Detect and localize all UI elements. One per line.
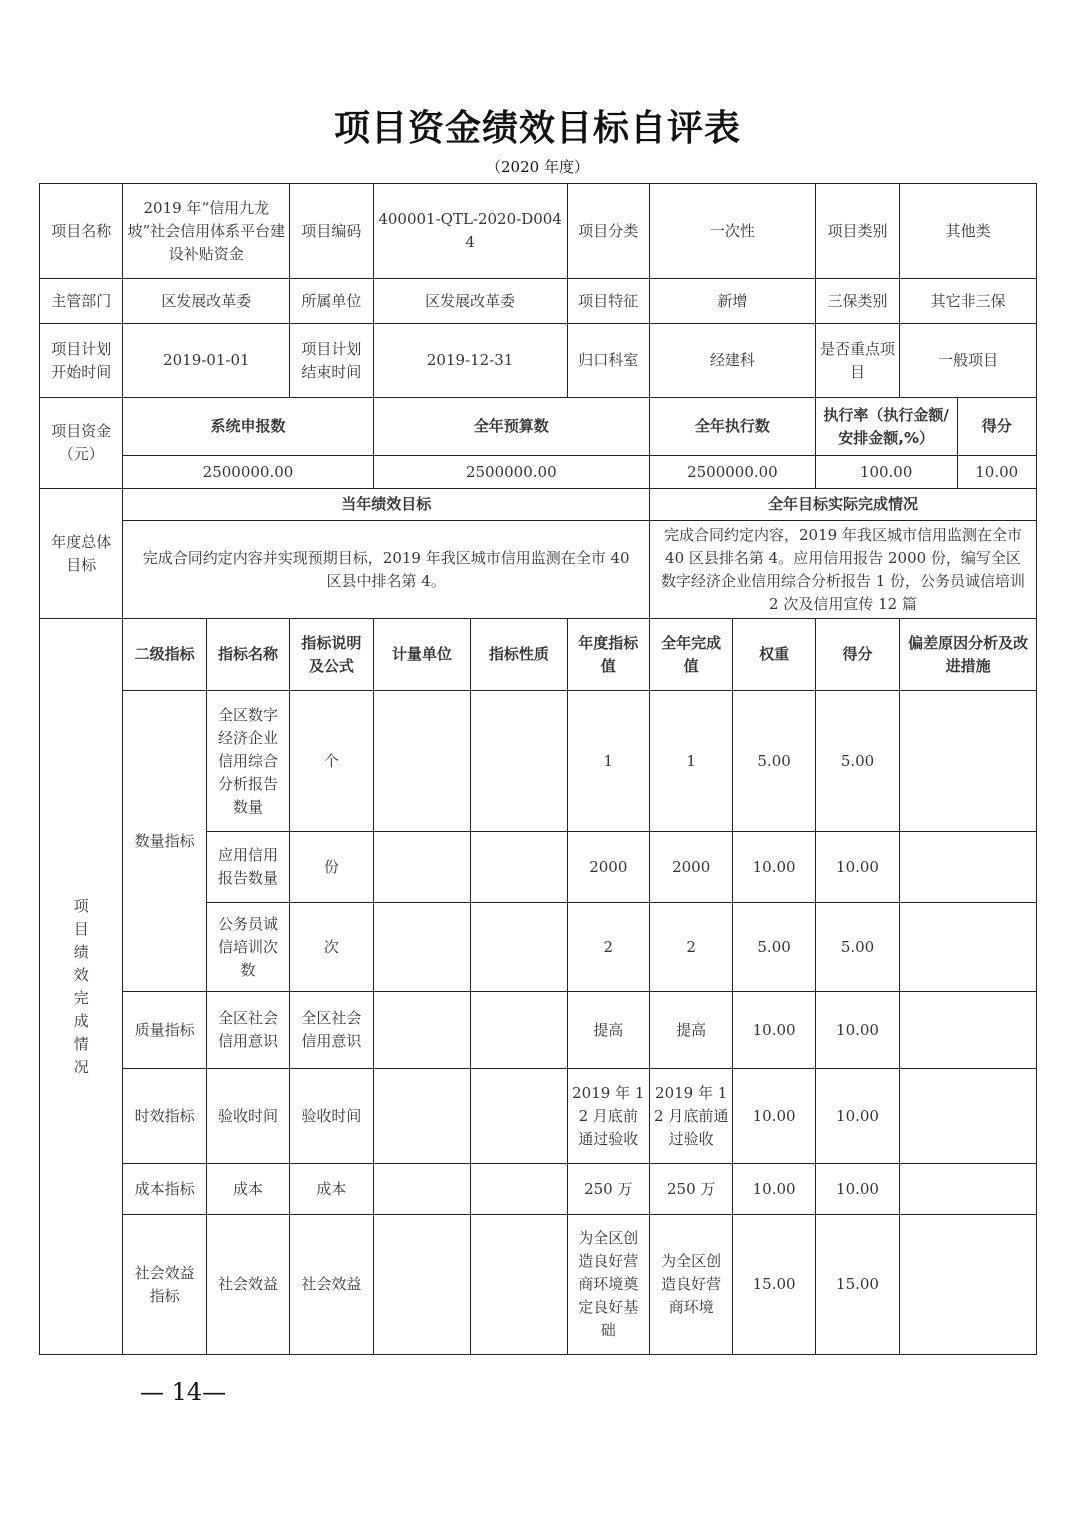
indicator-score: 5.00 [815,691,899,832]
key-project-value: 一般项目 [900,324,1037,398]
project-code-value: 400001-QTL-2020-D0044 [373,184,567,279]
indicator-unit [373,903,470,992]
indicator-nature [471,1164,567,1215]
perf-side-label: 项目绩效完成情况 [40,619,123,1355]
actual-text: 完成合同约定内容，2019 年我区城市信用监测在全市 40 区县排名第 4。应用信用报告 2000 份，编写全区数字经济企业信用综合分析报告 1 份，公务员诚信培训 2 次及信用宣传 12 篇 [649,521,1036,619]
executed-header: 全年执行数 [649,398,815,456]
indicator-unit [373,691,470,832]
table-row [40,992,1037,1069]
indicator-name: 全区社会信用意识 [206,992,289,1069]
end-time-label: 项目计划结束时间 [290,324,373,398]
indicator-actual: 1 [649,691,732,832]
perf-header-desc: 指标说明及公式 [290,619,373,691]
funds-header-row [40,398,1037,456]
sanbao-label: 三保类别 [815,279,899,324]
target-header: 当年绩效目标 [123,489,650,521]
group-cost: 成本指标 [123,1164,206,1215]
indicator-name: 全区数字经济企业信用综合分析报告数量 [206,691,289,832]
indicator-note [900,832,1037,903]
perf-header-target: 年度指标值 [567,619,649,691]
indicator-nature [471,992,567,1069]
indicator-score: 15.00 [815,1215,899,1355]
goal-text-row [40,521,1037,619]
rate-value: 100.00 [815,456,957,489]
executed-value: 2500000.00 [649,456,815,489]
declared-header: 系统申报数 [123,398,373,456]
key-project-label: 是否重点项目 [815,324,899,398]
actual-header: 全年目标实际完成情况 [649,489,1036,521]
table-row [40,1069,1037,1164]
indicator-actual: 2000 [649,832,732,903]
indicator-unit [373,832,470,903]
annual-goal-label: 年度总体目标 [40,489,123,619]
indicator-score: 10.00 [815,992,899,1069]
budget-value: 2500000.00 [373,456,649,489]
indicator-score: 10.00 [815,1164,899,1215]
perf-header-level2: 二级指标 [123,619,206,691]
indicator-weight: 10.00 [733,1164,815,1215]
project-category-value: 一次性 [649,184,815,279]
declared-value: 2500000.00 [123,456,373,489]
indicator-nature [471,903,567,992]
indicator-desc: 成本 [290,1164,373,1215]
start-time-value: 2019-01-01 [123,324,290,398]
page-title: 项目资金绩效目标自评表 [333,108,741,149]
table-row [40,1215,1037,1355]
indicator-actual: 2 [649,903,732,992]
indicator-desc: 验收时间 [290,1069,373,1164]
department-value: 区发展改革委 [123,279,290,324]
indicator-unit [373,1164,470,1215]
project-type-label: 项目类别 [815,184,899,279]
perf-header-weight: 权重 [733,619,815,691]
indicator-weight: 5.00 [733,903,815,992]
unit-value: 区发展改革委 [373,279,567,324]
info-row-2 [40,279,1037,324]
indicator-nature [471,832,567,903]
indicator-nature [471,1215,567,1355]
indicator-target: 250 万 [567,1164,649,1215]
feature-value: 新增 [649,279,815,324]
table-row [40,691,1037,832]
indicator-unit [373,992,470,1069]
page-subtitle: （2020 年度） [486,158,589,176]
project-name-value: 2019 年“信用九龙坡”社会信用体系平台建设补贴资金 [123,184,290,279]
indicator-name: 应用信用报告数量 [206,832,289,903]
indicator-note [900,1164,1037,1215]
perf-header-row [40,619,1037,691]
project-type-value: 其他类 [900,184,1037,279]
indicator-weight: 10.00 [733,832,815,903]
indicator-weight: 10.00 [733,992,815,1069]
end-time-value: 2019-12-31 [373,324,567,398]
perf-header-score: 得分 [815,619,899,691]
perf-header-actual: 全年完成值 [649,619,732,691]
indicator-weight: 5.00 [733,691,815,832]
indicator-score: 5.00 [815,903,899,992]
indicator-actual: 250 万 [649,1164,732,1215]
indicator-target: 2000 [567,832,649,903]
perf-header-name: 指标名称 [206,619,289,691]
funds-values-row [40,456,1037,489]
rate-header: 执行率（执行金额/安排金额,%） [815,398,957,456]
feature-label: 项目特征 [567,279,649,324]
indicator-name: 验收时间 [206,1069,289,1164]
group-social: 社会效益指标 [123,1215,206,1355]
table-row [40,1164,1037,1215]
funds-score-value: 10.00 [957,456,1037,489]
goal-header-row [40,489,1037,521]
indicator-note [900,992,1037,1069]
page-number: — 14— [140,1378,227,1406]
indicator-note [900,1069,1037,1164]
info-row-3 [40,324,1037,398]
indicator-weight: 10.00 [733,1069,815,1164]
budget-header: 全年预算数 [373,398,649,456]
indicator-target: 为全区创造良好营商环境奠定良好基础 [567,1215,649,1355]
indicator-nature [471,691,567,832]
group-quality: 质量指标 [123,992,206,1069]
indicator-target: 2019 年 12 月底前通过验收 [567,1069,649,1164]
indicator-desc: 社会效益 [290,1215,373,1355]
funds-label: 项目资金（元） [40,398,123,489]
indicator-unit [373,1215,470,1355]
info-row-1 [40,184,1037,279]
indicator-actual: 2019 年 12 月底前通过验收 [649,1069,732,1164]
perf-header-note: 偏差原因分析及改进措施 [900,619,1037,691]
indicator-name: 社会效益 [206,1215,289,1355]
indicator-target: 提高 [567,992,649,1069]
indicator-weight: 15.00 [733,1215,815,1355]
office-label: 归口科室 [567,324,649,398]
indicator-desc: 个 [290,691,373,832]
indicator-note [900,691,1037,832]
group-quantity: 数量指标 [123,691,206,992]
start-time-label: 项目计划开始时间 [40,324,123,398]
indicator-actual: 为全区创造良好营商环境 [649,1215,732,1355]
indicator-actual: 提高 [649,992,732,1069]
office-value: 经建科 [649,324,815,398]
department-label: 主管部门 [40,279,123,324]
sanbao-value: 其它非三保 [900,279,1037,324]
indicator-name: 公务员诚信培训次数 [206,903,289,992]
perf-header-nature: 指标性质 [471,619,567,691]
indicator-score: 10.00 [815,1069,899,1164]
perf-header-unit: 计量单位 [373,619,470,691]
indicator-score: 10.00 [815,832,899,903]
evaluation-table [39,183,1037,1355]
funds-score-header: 得分 [957,398,1037,456]
indicator-note [900,903,1037,992]
indicator-name: 成本 [206,1164,289,1215]
project-name-label: 项目名称 [40,184,123,279]
target-text: 完成合同约定内容并实现预期目标，2019 年我区城市信用监测在全市 40 区县中排名第 4。 [123,521,650,619]
indicator-desc: 次 [290,903,373,992]
indicator-note [900,1215,1037,1355]
indicator-target: 1 [567,691,649,832]
group-timeliness: 时效指标 [123,1069,206,1164]
indicator-target: 2 [567,903,649,992]
indicator-nature [471,1069,567,1164]
indicator-desc: 全区社会信用意识 [290,992,373,1069]
indicator-unit [373,1069,470,1164]
project-code-label: 项目编码 [290,184,373,279]
unit-label: 所属单位 [290,279,373,324]
project-category-label: 项目分类 [567,184,649,279]
indicator-desc: 份 [290,832,373,903]
